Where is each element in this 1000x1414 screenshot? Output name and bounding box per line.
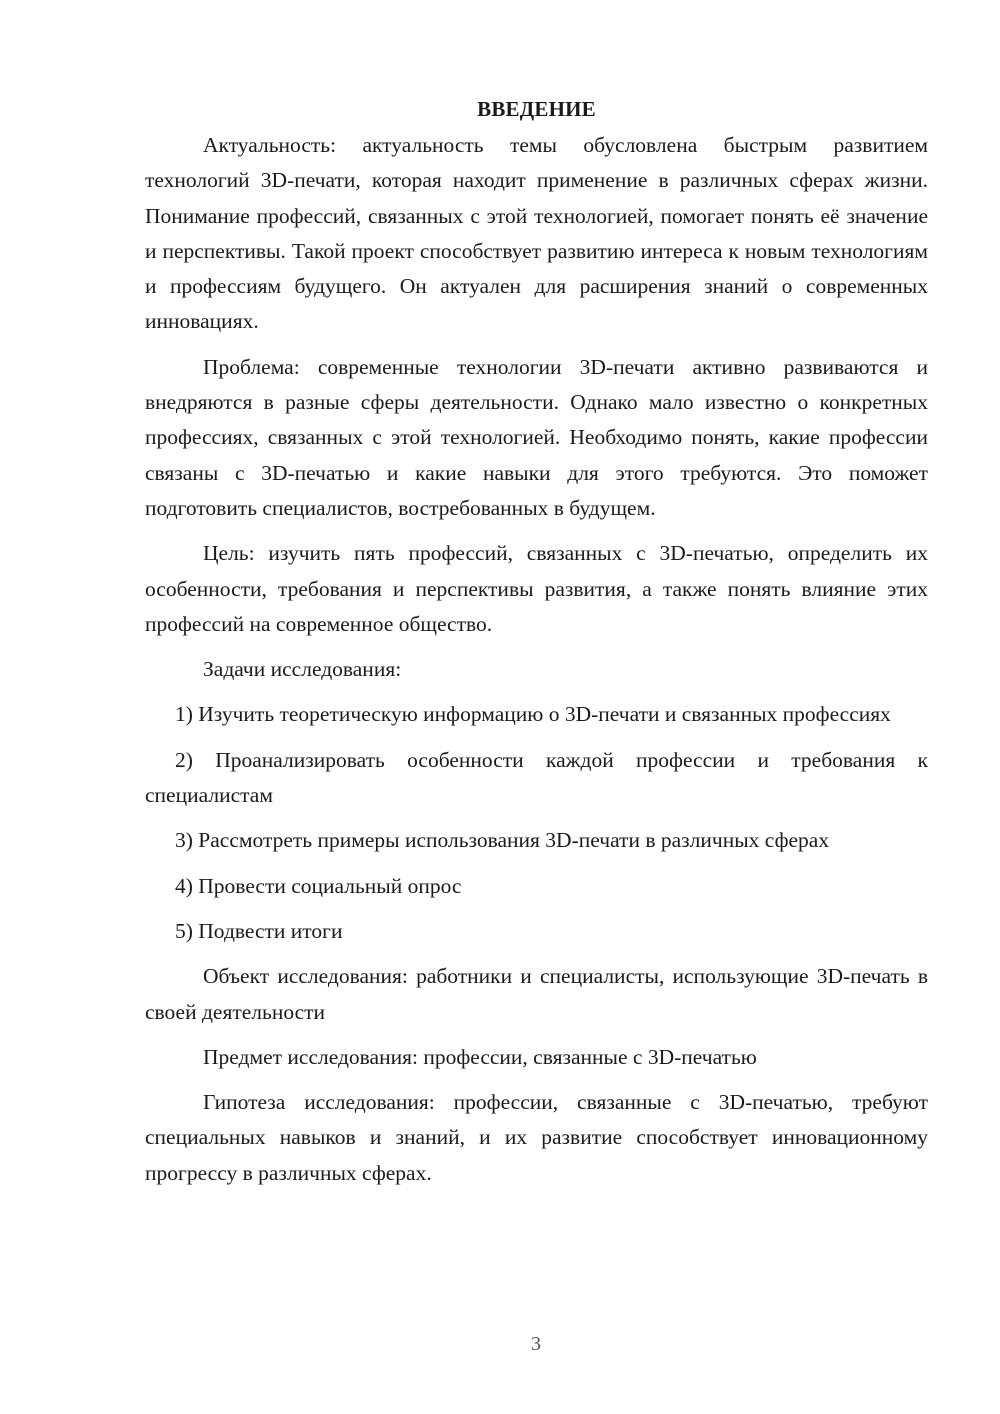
list-item: 3) Рассмотреть примеры использования 3D-печати в различных сферах [175, 828, 830, 853]
list-item: 2) Проанализировать особенности каждой профессии и требования к специалистам [145, 747, 928, 808]
paragraph-object: Объект исследования: работники и специалисты, использующие 3D-печать в своей деятельности [145, 964, 928, 1024]
paragraph-subject: Предмет исследования: профессии, связанные с 3D-печатью [203, 1044, 757, 1069]
page-title: ВВЕДЕНИЕ [477, 97, 596, 121]
list-item: 5) Подвести итоги [175, 918, 343, 943]
document-page [145, 92, 928, 1201]
paragraph-goal: Цель: изучить пять профессий, связанных с 3D-печатью, определить их особенности, требования и перспективы развития, а также понять влияние этих профессий на современное общество. [145, 541, 928, 636]
page-number: 3 [531, 1333, 541, 1355]
list-item: 1) Изучить теоретическую информацию о 3D-печати и связанных профессиях [175, 702, 891, 727]
paragraph-problem: Проблема: современные технологии 3D-печати активно развиваются и внедряются в разные сферы деятельности. Однако мало известно о конкретных профессиях, связанных с этой технологией. Необходимо понять, какие профессии связаны с 3D-печатью и какие навыки для этого требуются. Это поможет подготовить специалистов, востребованных в будущем. [145, 354, 928, 520]
paragraph-relevance: Актуальность: актуальность темы обусловлена быстрым развитием технологий 3D-печати, которая находит применение в различных сферах жизни. Понимание профессий, связанных с этой технологией, помогает понять её значение и перспективы. Такой проект способствует развитию интереса к новым технологиям и профессиям будущего. Он актуален для расширения знаний о современных инновациях. [145, 133, 928, 334]
paragraph-hypothesis: Гипотеза исследования: профессии, связанные с 3D-печатью, требуют специальных навыков и знаний, и их развитие способствует инновационному прогрессу в различных сферах. [145, 1090, 928, 1185]
tasks-list [145, 697, 928, 949]
paragraph-tasks-heading: Задачи исследования: [203, 657, 402, 682]
list-item: 4) Провести социальный опрос [175, 873, 462, 898]
